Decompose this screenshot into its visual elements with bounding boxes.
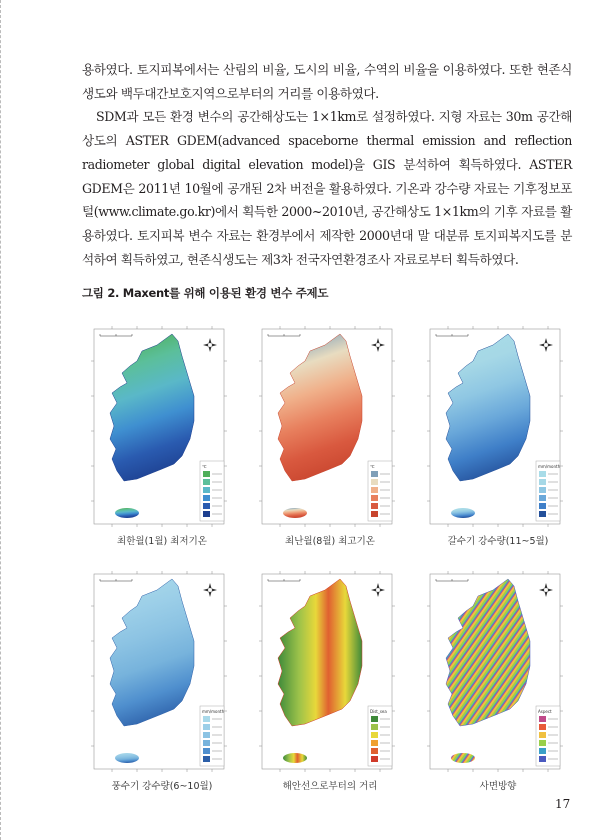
korea-map	[250, 321, 410, 535]
legend-swatch	[539, 511, 546, 517]
legend-swatch	[371, 748, 378, 754]
figure-maps	[82, 321, 582, 799]
korea-map	[418, 321, 578, 535]
map-caption: 사면방향	[479, 781, 517, 793]
legend-title: ℃	[370, 464, 375, 470]
body-paragraph-1	[82, 58, 572, 105]
page-content	[82, 58, 572, 799]
legend-swatch	[371, 487, 378, 493]
legend-swatch	[371, 471, 378, 477]
legend-swatch	[203, 495, 210, 501]
map-panel	[418, 321, 578, 554]
paragraph-text: SDM과 모든 환경 변수의 공간해상도는 1×1km로 설정하였다. 지형 자료는 30m 공간해상도의 ASTER GDEM(advanced spaceborne thermal emission and reflection radiometer global digital elevation model)을 GIS 분석하여 획득하였다. ASTER GDEM은 2011년 10월에 공개된 2차 버전을 활용하였다. 기온과 강수량 자료는 기후정보포털(www.climate.go.kr)에서 획득한 2000~2010년, 공간해상도 1×1km의 기후 자료를 활용하였다. 토지피복 변수 자료는 환경부에서 제작한 2000년대 말 대분류 토지피복지도를 분석하여 획득하였고, 현존식생도는 제3차 전국자연환경조사 자료로부터 획득하였다.	[82, 109, 572, 267]
legend-title: mm/month	[538, 464, 561, 470]
legend-title: Dist_sea	[370, 709, 387, 715]
jeju-island-shape	[451, 508, 475, 518]
legend-swatch	[371, 724, 378, 730]
legend-swatch	[203, 479, 210, 485]
legend-swatch	[539, 748, 546, 754]
korea-map	[82, 566, 242, 780]
legend-swatch	[203, 748, 210, 754]
korea-map	[82, 321, 242, 535]
legend-swatch	[203, 511, 210, 517]
legend-swatch	[371, 511, 378, 517]
legend-swatch	[203, 716, 210, 722]
map-panel	[250, 566, 410, 799]
legend-swatch	[203, 732, 210, 738]
map-caption: 풍수기 강수량(6~10월)	[111, 781, 213, 793]
legend-swatch	[371, 503, 378, 509]
page-edge	[0, 0, 2, 840]
map-caption: 최난월(8월) 최고기온	[285, 536, 375, 548]
legend-swatch	[539, 487, 546, 493]
map-caption: 최한월(1월) 최저기온	[117, 536, 207, 548]
jeju-island-shape	[283, 508, 307, 518]
legend-swatch	[539, 732, 546, 738]
legend-swatch	[371, 495, 378, 501]
jeju-island-shape	[115, 753, 139, 763]
legend-swatch	[371, 732, 378, 738]
legend-swatch	[539, 716, 546, 722]
page-number: 17	[555, 797, 571, 811]
legend-title: ℃	[202, 464, 207, 470]
legend-swatch	[203, 740, 210, 746]
legend-swatch	[203, 471, 210, 477]
paragraph-text: 용하였다. 토지피복에서는 산림의 비율, 도시의 비율, 수역의 비율을 이용하였다. 또한 현존식생도와 백두대간보호지역으로부터의 거리를 이용하였다.	[82, 62, 572, 101]
map-caption: 갈수기 강수량(11~5월)	[447, 536, 549, 548]
jeju-island-shape	[115, 508, 139, 518]
map-panel	[82, 566, 242, 799]
map-panel	[250, 321, 410, 554]
legend-swatch	[539, 503, 546, 509]
map-caption: 해안선으로부터의 거리	[282, 781, 378, 793]
jeju-island-shape	[451, 753, 475, 763]
legend-swatch	[203, 724, 210, 730]
legend-swatch	[371, 479, 378, 485]
legend-swatch	[203, 487, 210, 493]
map-panel	[82, 321, 242, 554]
korea-map	[418, 566, 578, 780]
legend-swatch	[203, 756, 210, 762]
map-panel	[418, 566, 578, 799]
legend-swatch	[539, 479, 546, 485]
legend-title: mm/month	[202, 709, 225, 715]
legend-swatch	[203, 503, 210, 509]
legend-swatch	[539, 740, 546, 746]
legend-swatch	[539, 471, 546, 477]
legend-swatch	[539, 756, 546, 762]
legend-swatch	[539, 495, 546, 501]
body-paragraph-2	[82, 105, 572, 271]
legend-swatch	[371, 716, 378, 722]
legend-title: Aspect	[538, 709, 552, 715]
legend-swatch	[371, 756, 378, 762]
figure-title: 그림 2. Maxent를 위해 이용된 환경 변수 주제도	[82, 286, 329, 301]
korea-map	[250, 566, 410, 780]
jeju-island-shape	[283, 753, 307, 763]
legend-swatch	[371, 740, 378, 746]
legend-swatch	[539, 724, 546, 730]
